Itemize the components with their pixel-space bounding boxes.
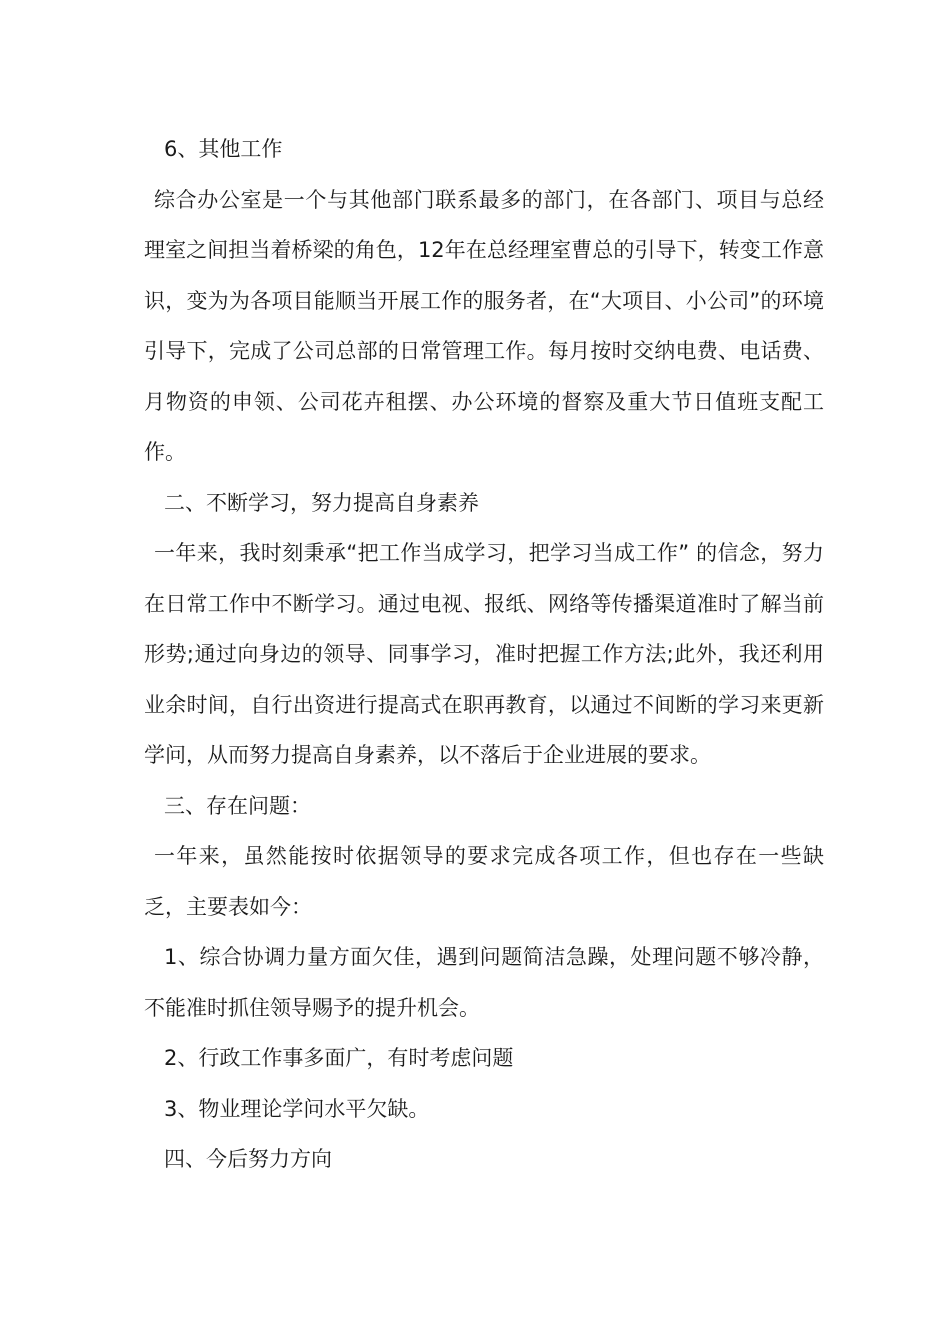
paragraph-office-duties: 综合办公室是一个与其他部门联系最多的部门，在各部门、项目与总经理室之间担当着桥梁的角色，12年在总经理室曹总的引导下，转变工作意识，变为为各项目能顺当开展工作的服务者，在“大项目、小公司”的环境引导下，完成了公司总部的日常管理工作。每月按时交纳电费、电话费、月物资的申领、公司花卉租摆、办公环境的督察及重大节日值班支配工作。 [144, 187, 824, 464]
problem-item-2: 2、行政工作事多面广，有时考虑问题 [164, 1046, 514, 1070]
section-heading-problems: 三、存在问题： [164, 793, 311, 818]
item-heading-other-work: 6、其他工作 [164, 137, 283, 161]
paragraph-learning: 一年来，我时刻秉承“把工作当成学习，把学习当成工作” 的信念，努力在日常工作中不断学习。通过电视、报纸、网络等传播渠道准时了解当前形势;通过向身边的领导、同事学习，准时把握工作方法;此外，我还利用业余时间，自行出资进行提高式在职再教育，以通过不间断的学习来更新学问，从而努力提高自身素养，以不落后于企业进展的要求。 [144, 541, 824, 767]
document-body [144, 124, 824, 1185]
problem-item-3: 3、物业理论学问水平欠缺。 [164, 1096, 430, 1121]
problem-item-1: 1、综合协调力量方面欠佳，遇到问题简洁急躁，处理问题不够冷静，不能准时抓住领导赐予的提升机会。 [144, 945, 824, 1020]
paragraph-problems-intro: 一年来，虽然能按时依据领导的要求完成各项工作，但也存在一些缺乏，主要表如今： [144, 844, 824, 919]
section-heading-learning: 二、不断学习，努力提高自身素养 [164, 490, 479, 515]
section-heading-future-direction: 四、今后努力方向 [164, 1147, 332, 1171]
